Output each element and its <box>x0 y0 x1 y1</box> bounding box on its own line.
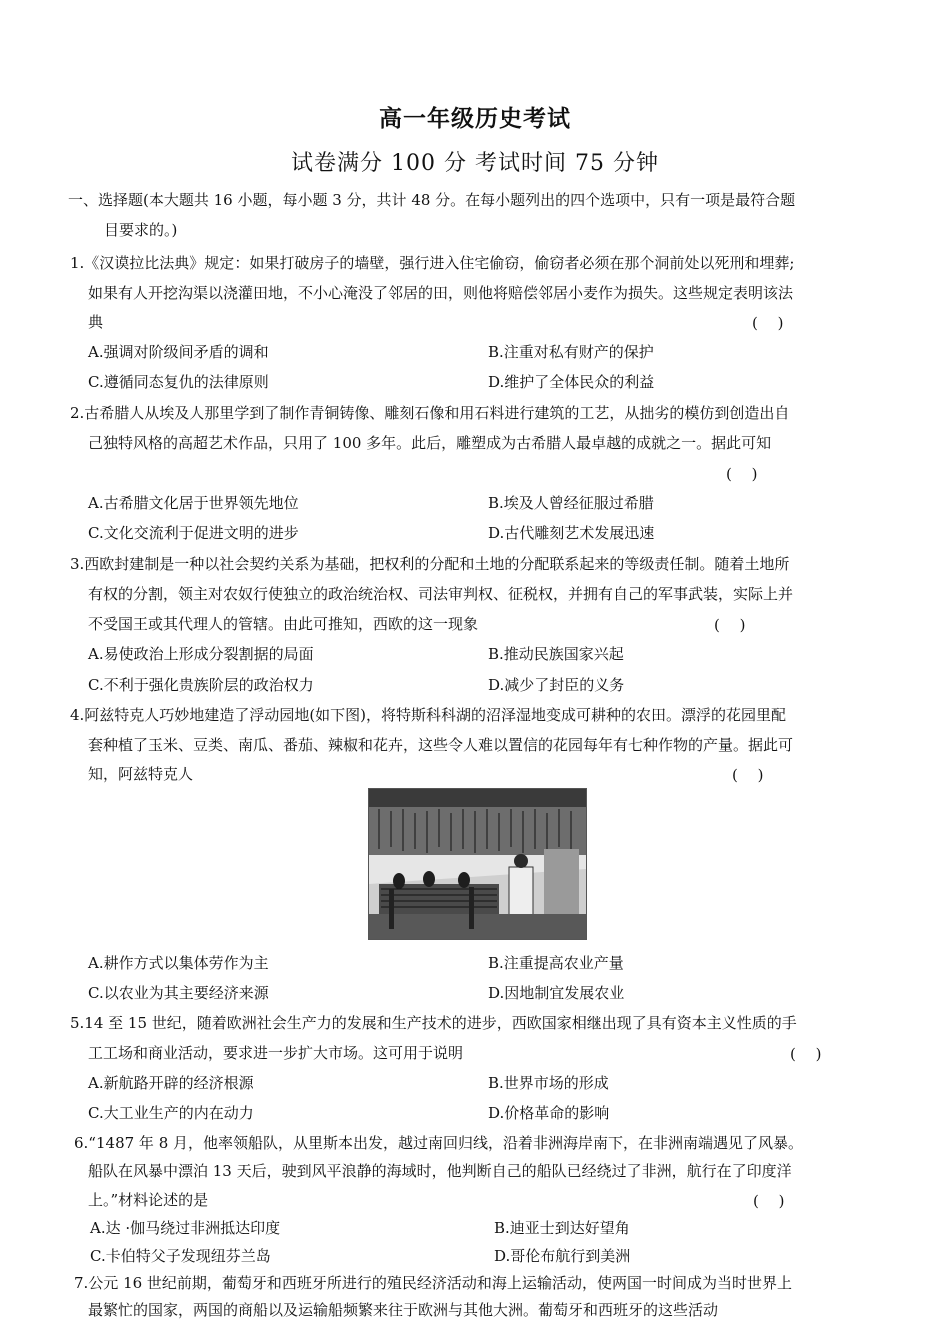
option-d: D.维护了全体民众的利益 <box>488 373 655 391</box>
page-subtitle: 试卷满分 100 分 考试时间 75 分钟 <box>291 151 659 176</box>
question-text: 有权的分割，领主对农奴行使独立的政治统治权、司法审判权、征税权，并拥有自己的军事武装，实际上并 <box>88 585 794 603</box>
question-text: 套种植了玉米、豆类、南瓜、番茄、辣椒和花卉，这些令人难以置信的花园每年有七种作物的产量。据此可 <box>88 736 794 754</box>
option-a: A.耕作方式以集体劳作为主 <box>88 954 269 972</box>
section-heading-cont: 目要求的。) <box>104 221 178 239</box>
option-a: A.新航路开辟的经济根源 <box>88 1074 254 1092</box>
question-text: 工工场和商业活动，要求进一步扩大市场。这可用于说明 <box>88 1044 464 1062</box>
option-b: B.注重对私有财产的保护 <box>488 343 654 361</box>
answer-paren: ( ) <box>752 314 784 332</box>
question-text: 1.《汉谟拉比法典》规定：如果打破房子的墙壁，强行进入住宅偷窃，偷窃者必须在那个洞前处以死刑和埋葬; <box>70 254 795 272</box>
answer-paren: ( ) <box>753 1192 785 1210</box>
option-b: B.世界市场的形成 <box>488 1074 609 1092</box>
option-c: C.文化交流利于促进文明的进步 <box>88 524 299 542</box>
question-text: 上。”材料论述的是 <box>88 1191 209 1209</box>
option-a: A.易使政治上形成分裂割据的局面 <box>88 645 314 663</box>
option-d: D.古代雕刻艺术发展迅速 <box>488 524 655 542</box>
option-b: B.迪亚士到达好望角 <box>494 1219 630 1237</box>
question-text: 6.“1487 年 8 月，他率领船队，从里斯本出发，越过南回归线，沿着非洲海岸南下，在非洲南端遇见了风暴。 <box>74 1134 804 1152</box>
question-text: 5.14 至 15 世纪，随着欧洲社会生产力的发展和生产技术的进步，西欧国家相继出现了具有资本主义性质的手 <box>70 1014 797 1032</box>
option-a: A.古希腊文化居于世界领先地位 <box>88 494 299 512</box>
question-text: 3.西欧封建制是一种以社会契约关系为基础，把权利的分配和土地的分配联系起来的等级责任制。随着土地所 <box>70 555 790 573</box>
question-text: 最繁忙的国家，两国的商船以及运输船频繁来往于欧洲与其他大洲。葡萄牙和西班牙的这些活动 <box>88 1301 719 1319</box>
option-d: D.减少了封臣的义务 <box>488 676 625 694</box>
option-c: C.遵循同态复仇的法律原则 <box>88 373 269 391</box>
question-text: 2.古希腊人从埃及人那里学到了制作青铜铸像、雕刻石像和用石料进行建筑的工艺，从拙劣的模仿到创造出自 <box>70 404 790 422</box>
answer-paren: ( ) <box>726 465 758 483</box>
option-c: C.不利于强化贵族阶层的政治权力 <box>88 676 314 694</box>
option-c: C.卡伯特父子发现纽芬兰岛 <box>90 1247 271 1265</box>
answer-paren: ( ) <box>790 1045 822 1063</box>
option-c: C.大工业生产的内在动力 <box>88 1104 254 1122</box>
option-a: A.强调对阶级间矛盾的调和 <box>88 343 269 361</box>
floating-garden-illustration <box>368 788 587 940</box>
question-text: 己独特风格的高超艺术作品，只用了 100 多年。此后，雕塑成为古希腊人最卓越的成就之一。据此可知 <box>88 434 772 452</box>
page-title: 高一年级历史考试 <box>379 105 571 132</box>
question-text: 不受国王或其代理人的管辖。由此可推知，西欧的这一现象 <box>88 615 479 633</box>
question-text: 船队在风暴中漂泊 13 天后，驶到风平浪静的海域时，他判断自己的船队已经绕过了非洲，航行在了印度洋 <box>88 1162 792 1180</box>
option-b: B.注重提高农业产量 <box>488 954 624 972</box>
question-text: 7.公元 16 世纪前期，葡萄牙和西班牙所进行的殖民经济活动和海上运输活动，使两国一时间成为当时世界上 <box>74 1274 792 1292</box>
option-d: D.价格革命的影响 <box>488 1104 610 1122</box>
question-text: 如果有人开挖沟渠以浇灌田地，不小心淹没了邻居的田，则他将赔偿邻居小麦作为损失。这些规定表明该法 <box>88 284 794 302</box>
option-b: B.推动民族国家兴起 <box>488 645 624 663</box>
question-text: 典 <box>88 313 104 331</box>
question-text: 4.阿兹特克人巧妙地建造了浮动园地(如下图)，将特斯科科湖的沼泽湿地变成可耕种的农田。漂浮的花园里配 <box>70 706 787 724</box>
question-text: 知，阿兹特克人 <box>88 765 194 783</box>
option-b: B.埃及人曾经征服过希腊 <box>488 494 654 512</box>
answer-paren: ( ) <box>732 766 764 784</box>
option-c: C.以农业为其主要经济来源 <box>88 984 269 1002</box>
option-a: A.达 ·伽马绕过非洲抵达印度 <box>90 1219 281 1237</box>
chinampa-drawing <box>369 789 586 939</box>
option-d: D.因地制宜发展农业 <box>488 984 625 1002</box>
section-heading: 一、选择题(本大题共 16 小题，每小题 3 分，共计 48 分。在每小题列出的四个选项中，只有一项是最符合题 <box>68 191 796 209</box>
option-d: D.哥伦布航行到美洲 <box>494 1247 631 1265</box>
answer-paren: ( ) <box>714 616 746 634</box>
